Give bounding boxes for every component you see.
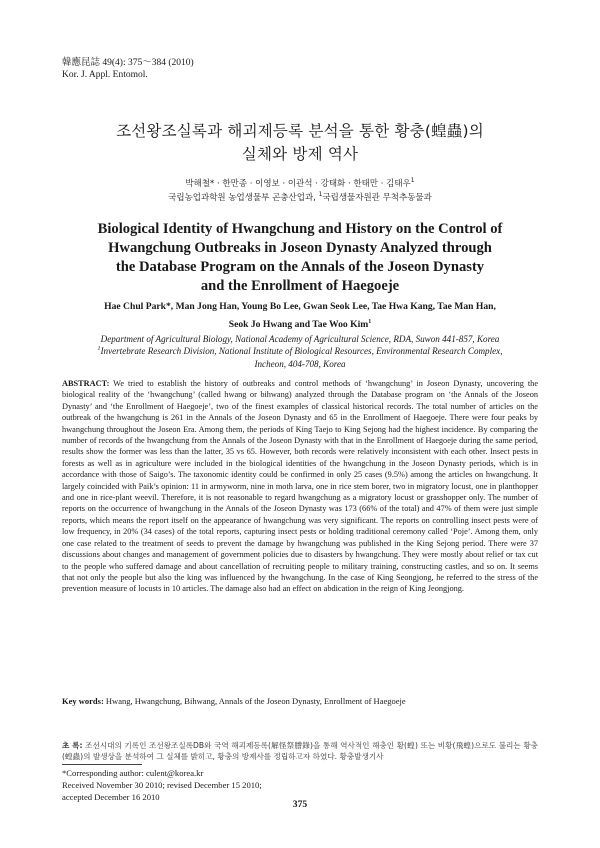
abstract-text: We tried to establish the history of outbreaks and control methods of ‘hwangchung’ in Joseon Dynasty, uncovering the biological reality of the ‘hwangchung’ (called hwang or bihwang) analyzed through the Database program on ‘the Annals of the Joseon Dynasty’ and ‘the Enrollment of Haegoeje’, two of the finest examples of classical historical records. The total number of articles on the outbreak of the hwangchung is 261 in the Annals of the Joseon Dynasty and 65 in the Enrollment of Haegoeje. There were four peaks by hwangchung throughout the Joseon Era. Among them, the periods of King Taejo to King Sejong had the highest incidence. By comparing the number of records of the hwangchung from the Annals of the Joseon Dynasty with that in the Enrollment of Haegoeje during the same period, results show the former was less than the latter, 35 vs 65. However, both records were relatively inconsistent with each other. Insect pests in forests as well as in agriculture were included in the biological identities of the hwangchung in the Joseon Dynasty periods, which is in accordance with those of Saigo’s. The taxonomic identity could be confirmed in only 25 cases (9.5%) among the articles on hwangchung. It largely coincided with Paik’s opinion: 11 in armyworm, nine in moth larva, one in rice stem borer, two in migratory locust, one in planthopper and one in rice-plant weevil. Therefore, it is not reasonable to regard hwangchung as a migratory locust or grasshopper only. The number of reports on the occurrence of hwangchung in the Annals of the Joseon Dynasty was 173 (66% of the total) and 47% of them were just simple reports, which means the report itself on the appearance of hwangchung was very significant. The reports on controlling insect pests were of low frequency, in 20% (34 cases) of the total reports, capturing insect pests or holding traditional ceremony called ‘Poje’. Among them, only one case related to the treatment of seeds to prevent the damage by hwangchung was published in the King Sejong period. There were 37 discussions about changes and management of government policies due to disasters by hwangchung. They were mostly about relief or tax cut to the people who suffered damage and about cancellation of recruiting people to military training, constructing castles, and so on. It seems that not only the people but also the king was influenced by the hwangchung. In the case of King Seongjong, he referred to the stress of the prevention measure of locusts in 10 articles. The damage also had an effect on abdication in the reign of King Jeongjong. <box>62 379 538 594</box>
english-affiliations <box>62 333 538 370</box>
english-title <box>60 220 540 296</box>
english-title-line: the Database Program on the Annals of the Joseon Dynasty <box>115 259 485 275</box>
affiliation-mark: 1 <box>97 346 101 353</box>
english-title-line: and the Enrollment of Haegoeje <box>200 278 400 294</box>
footnote-divider <box>62 764 142 765</box>
accepted-date: accepted December 16 2010 <box>62 792 160 802</box>
korean-title-line-2: 실체와 방제 역사 <box>241 145 359 163</box>
keywords-label: Key words: <box>62 696 104 706</box>
english-authors-line-1: Hae Chul Park*, Man Jong Han, Young Bo Lee, Gwan Seok Lee, Tae Hwa Kang, Tae Man Han, <box>104 301 496 312</box>
affiliation-line-1: Department of Agricultural Biology, National Academy of Agricultural Science, RDA, Suwon 441-857, Korea <box>100 334 500 344</box>
english-title-line: Biological Identity of Hwangchung and History on the Control of <box>97 221 503 237</box>
english-authors-line-2 <box>60 316 540 334</box>
korean-abstract-label: 초 록: <box>62 741 83 750</box>
english-authors <box>60 298 540 334</box>
journal-citation: 韓應昆誌 49(4): 375～384 (2010) <box>62 58 194 68</box>
keywords <box>62 696 538 707</box>
affiliation-line-3: Incheon, 404-708, Korea <box>254 358 346 369</box>
korean-abstract-text: 조선시대의 기록인 조선왕조실록DB와 국역 해괴제등록(解怪祭謄錄)을 통해 역사적인 해충인 황(蝗) 또는 비황(飛蝗)으로도 불리는 황충(蝗蟲)의 발생상을 분석하여 그 실체를 밝히고, 황충의 방제사를 정립하고자 하였다. 황충발생기사 <box>62 741 538 761</box>
journal-header <box>62 57 194 81</box>
korean-title <box>0 120 600 166</box>
korean-abstract <box>62 740 538 762</box>
english-authors-line-2-text: Seok Jo Hwang and Tae Woo Kim <box>228 319 369 330</box>
korean-title-line-1: 조선왕조실록과 해괴제등록 분석을 통한 황충(蝗蟲)의 <box>116 122 484 140</box>
korean-authors <box>0 177 600 191</box>
korean-affiliation-1: 국립농업과학원 농업생물부 곤충산업과, <box>168 193 319 203</box>
journal-abbreviation: Kor. J. Appl. Entomol. <box>62 70 148 80</box>
affiliation-line-2 <box>62 345 538 357</box>
page-number: 375 <box>292 799 308 810</box>
korean-author-mark: 1 <box>410 177 415 185</box>
footnote <box>62 767 262 803</box>
keywords-text: Hwang, Hwangchung, Bihwang, Annals of the Joseon Dynasty, Enrollment of Haegoeje <box>105 696 406 706</box>
abstract-label: ABSTRACT: <box>62 379 110 388</box>
korean-author-block <box>0 177 600 205</box>
korean-author-names: 박해철* · 한만종 · 이영보 · 이관석 · 강태화 · 한태만 · 김태우 <box>185 179 411 189</box>
received-dates: Received November 30 2010; revised December 15 2010; <box>62 780 262 790</box>
abstract <box>62 378 538 595</box>
affiliation-line-2-text: Invertebrate Research Division, National Institute of Biological Resources, Environmental Research Complex, <box>100 346 503 357</box>
corresponding-author: *Corresponding author: culent@korea.kr <box>62 768 204 778</box>
korean-affiliation-2: 국립생물자원관 무척추동물과 <box>322 193 432 203</box>
english-title-line: Hwangchung Outbreaks in Joseon Dynasty Analyzed through <box>108 240 492 256</box>
korean-affiliation <box>0 191 600 205</box>
korean-affiliation-mark: 1 <box>318 191 323 199</box>
english-author-mark: 1 <box>368 318 372 325</box>
